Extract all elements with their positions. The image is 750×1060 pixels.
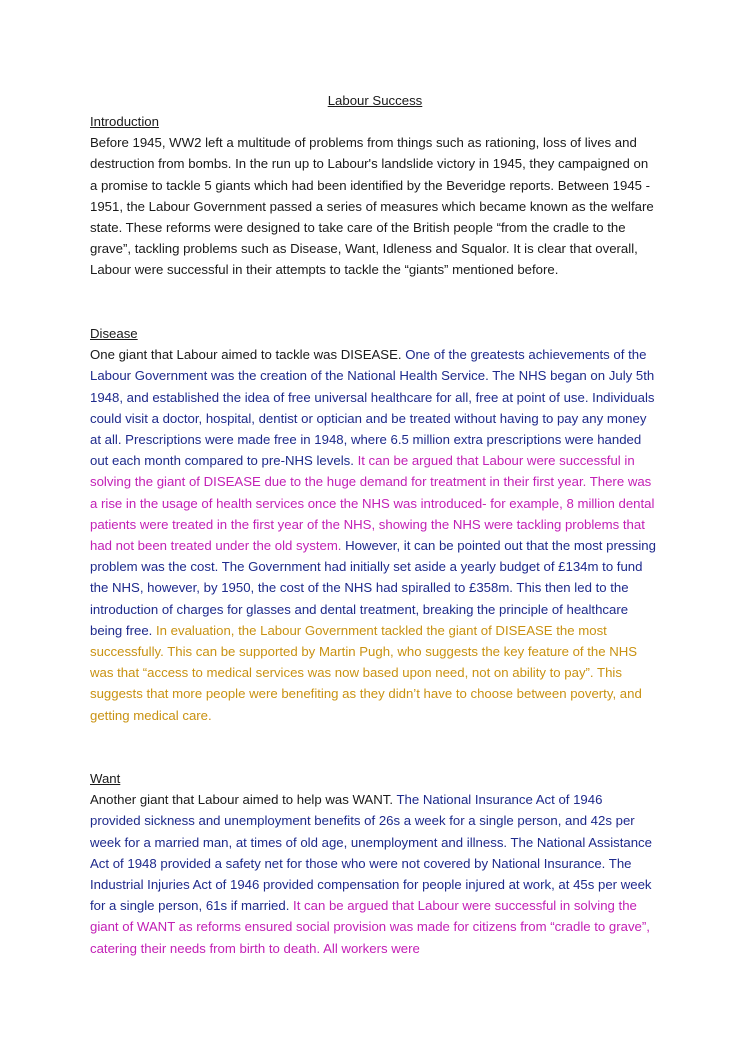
want-analysis: It can be argued that Labour were successful in solving the giant of WANT as reforms ensured social provision was made for citizens from “cradle to grave”, catering their needs from birth to death. All workers were (90, 898, 650, 956)
want-heading: Want (90, 771, 121, 786)
want-evidence: The National Insurance Act of 1946 provided sickness and unemployment benefits of 26s a week for a single person, and 42s per week for a married man, at times of old age, unemployment and illness. The National Assistance Act of 1948 provided a safety net for those who were not covered by National Insurance. The Industrial Injuries Act of 1946 provided compensation for people injured at work, at 45s per week for a single person, 61s if married. (90, 792, 652, 914)
disease-counter-argument: However, it can be pointed out that the most pressing problem was the cost. The Government had initially set aside a yearly budget of £134m to fund the NHS, however, by 1950, the cost of the NHS had spiralled to £358m. This then led to the introduction of charges for glasses and dental treatment, breaking the principle of healthcare being free. (90, 538, 656, 638)
disease-paragraph (90, 344, 656, 726)
disease-point: One giant that Labour aimed to tackle was DISEASE. (90, 347, 402, 363)
introduction-paragraph: Before 1945, WW2 left a multitude of problems from things such as rationing, loss of lives and destruction from bombs. In the run up to Labour's landslide victory in 1945, they campaigned on a promise to tackle 5 giants which had been identified by the Beveridge reports. Between 1945 - 1951, the Labour Government passed a series of measures which became known as the welfare state. These reforms were designed to take care of the British people “from the cradle to the grave”, tackling problems such as Disease, Want, Idleness and Squalor. It is clear that overall, Labour were successful in their attempts to tackle the “giants” mentioned before. (90, 135, 654, 278)
introduction-section (90, 111, 656, 281)
disease-section (90, 323, 656, 726)
disease-heading: Disease (90, 326, 138, 341)
want-point: Another giant that Labour aimed to help was WANT. (90, 792, 393, 808)
want-paragraph (90, 789, 656, 959)
want-section (90, 768, 656, 959)
disease-evaluation: In evaluation, the Labour Government tackled the giant of DISEASE the most successfully. This can be supported by Martin Pugh, who suggests the key feature of the NHS was that “access to medical services was now based upon need, not on ability to pay”. This suggests that more people were benefiting as they didn’t have to choose between poverty, and getting medical care. (90, 622, 642, 723)
introduction-heading: Introduction (90, 114, 159, 129)
disease-analysis: It can be argued that Labour were successful in solving the giant of DISEASE due to the huge demand for treatment in their first year. There was a rise in the usage of health services once the NHS was introduced- for example, 8 million dental patients were treated in the first year of the NHS, showing the NHS were tackling problems that had not been treated under the old system. (90, 453, 655, 554)
disease-evidence: One of the greatests achievements of the Labour Government was the creation of the National Health Service. The NHS began on July 5th 1948, and established the idea of free universal healthcare for all, free at point of use. Individuals could visit a doctor, hospital, dentist or optician and be treated without having to pay any money at all. Prescriptions were made free in 1948, where 6.5 million extra prescriptions were handed out each month compared to pre-NHS levels. (90, 347, 655, 469)
document-title: Labour Success (327, 93, 423, 108)
